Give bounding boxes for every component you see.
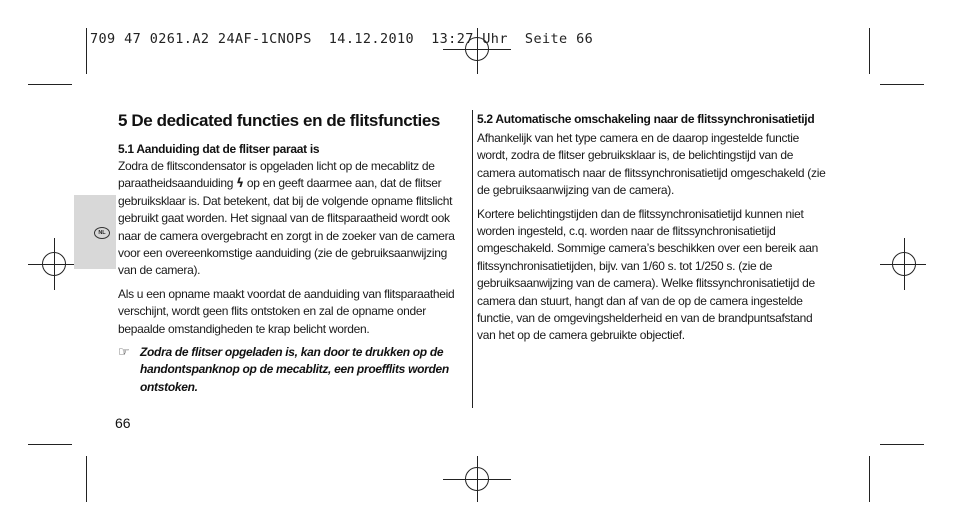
- page-number: 66: [115, 415, 131, 431]
- paragraph-shorter-times: Kortere belichtingstijden dan de flitssynchronisatietijd kunnen niet worden ingesteld, c.q. worden naar de flitssynchronisatietijd omgeschakeld. Sommige camera’s beschikken over een bereik aan flitssynchronisatietijden, bijv. van 1/60 s. tot 1/250 s. (zie de gebruiksaanwijzing van de camera). Welke flitssynchronisatietijd de camera dan stuurt, hangt dan af van de op de camera ingestelde functie, van de omgevingshelderheid en van de brandpuntsafstand van het op de camera gebruikte objectief.: [477, 206, 819, 343]
- crop-mark-bottom-left-h: [28, 444, 72, 445]
- section-title: 5 De dedicated functies en de flitsfuncties: [118, 111, 440, 130]
- crop-mark-top-right-h: [880, 84, 924, 85]
- right-column: [477, 111, 829, 345]
- pointing-hand-icon: ☞: [118, 345, 130, 361]
- column-divider: [472, 110, 473, 408]
- registration-mark-bottom-v: [477, 456, 478, 502]
- tip-text: Zodra de flitser opgeladen is, kan door te drukken op de handontspanknop op de mecablitz, een proefflits worden ontstoken.: [140, 345, 449, 394]
- paragraph-auto-sync: Afhankelijk van het type camera en de daarop ingestelde functie wordt, zodra de flitser gebruiksklaar is, de belichtingstijd van de camera automatisch naar de flitssynchronisatietijd omgeschakeld (zie de gebruiksaanwijzing van de camera).: [477, 131, 826, 198]
- paragraph-text-start: Zodra de flitscondensator is opgeladen licht op de mecablitz de paraatheidsaanduiding: [118, 159, 435, 191]
- crop-mark-bottom-right-h: [880, 444, 924, 445]
- crop-mark-bottom-left-v: [86, 456, 87, 502]
- registration-mark-right-v: [904, 238, 905, 290]
- crop-mark-top-left-h: [28, 84, 72, 85]
- tip-note: [118, 344, 464, 396]
- paragraph-flash-ready: [118, 158, 464, 280]
- registration-mark-left-h: [28, 264, 74, 265]
- paragraph-text-end: op en geeft daarmee aan, dat de flitser gebruiksklaar is. Dat betekent, dat bij de volgende opname flitslicht gebruikt gaat worden. Het signaal van de flitsparaatheid wordt ook naar de camera overgebracht en zorgt in de zoeker van de camera voor een overeenkomstige aanduiding (zie de gebruiksaanwijzing van de camera).: [118, 176, 455, 278]
- subsection-heading-5-2: 5.2 Automatische omschakeling naar de flitssynchronisatietijd: [477, 112, 815, 126]
- registration-mark-right-h: [880, 264, 926, 265]
- left-column: [118, 110, 464, 396]
- registration-mark-left-v: [54, 238, 55, 290]
- crop-mark-bottom-right-v: [869, 456, 870, 502]
- paragraph-underexposure: Als u een opname maakt voordat de aanduiding van flitsparaatheid verschijnt, wordt geen flits ontstoken en zal de opname onder bepaalde omstandigheden te krap belicht worden.: [118, 286, 455, 336]
- language-badge: NL: [94, 227, 110, 239]
- print-meta-line: 709 47 0261.A2 24AF-1CNOPS 14.12.2010 13:27 Uhr Seite 66: [90, 31, 594, 47]
- lightning-bolt-icon: ϟ: [236, 176, 244, 191]
- crop-mark-top-right-v: [869, 28, 870, 74]
- crop-mark-top-left-v: [86, 28, 87, 74]
- subsection-heading-5-1: 5.1 Aanduiding dat de flitser paraat is: [118, 142, 320, 156]
